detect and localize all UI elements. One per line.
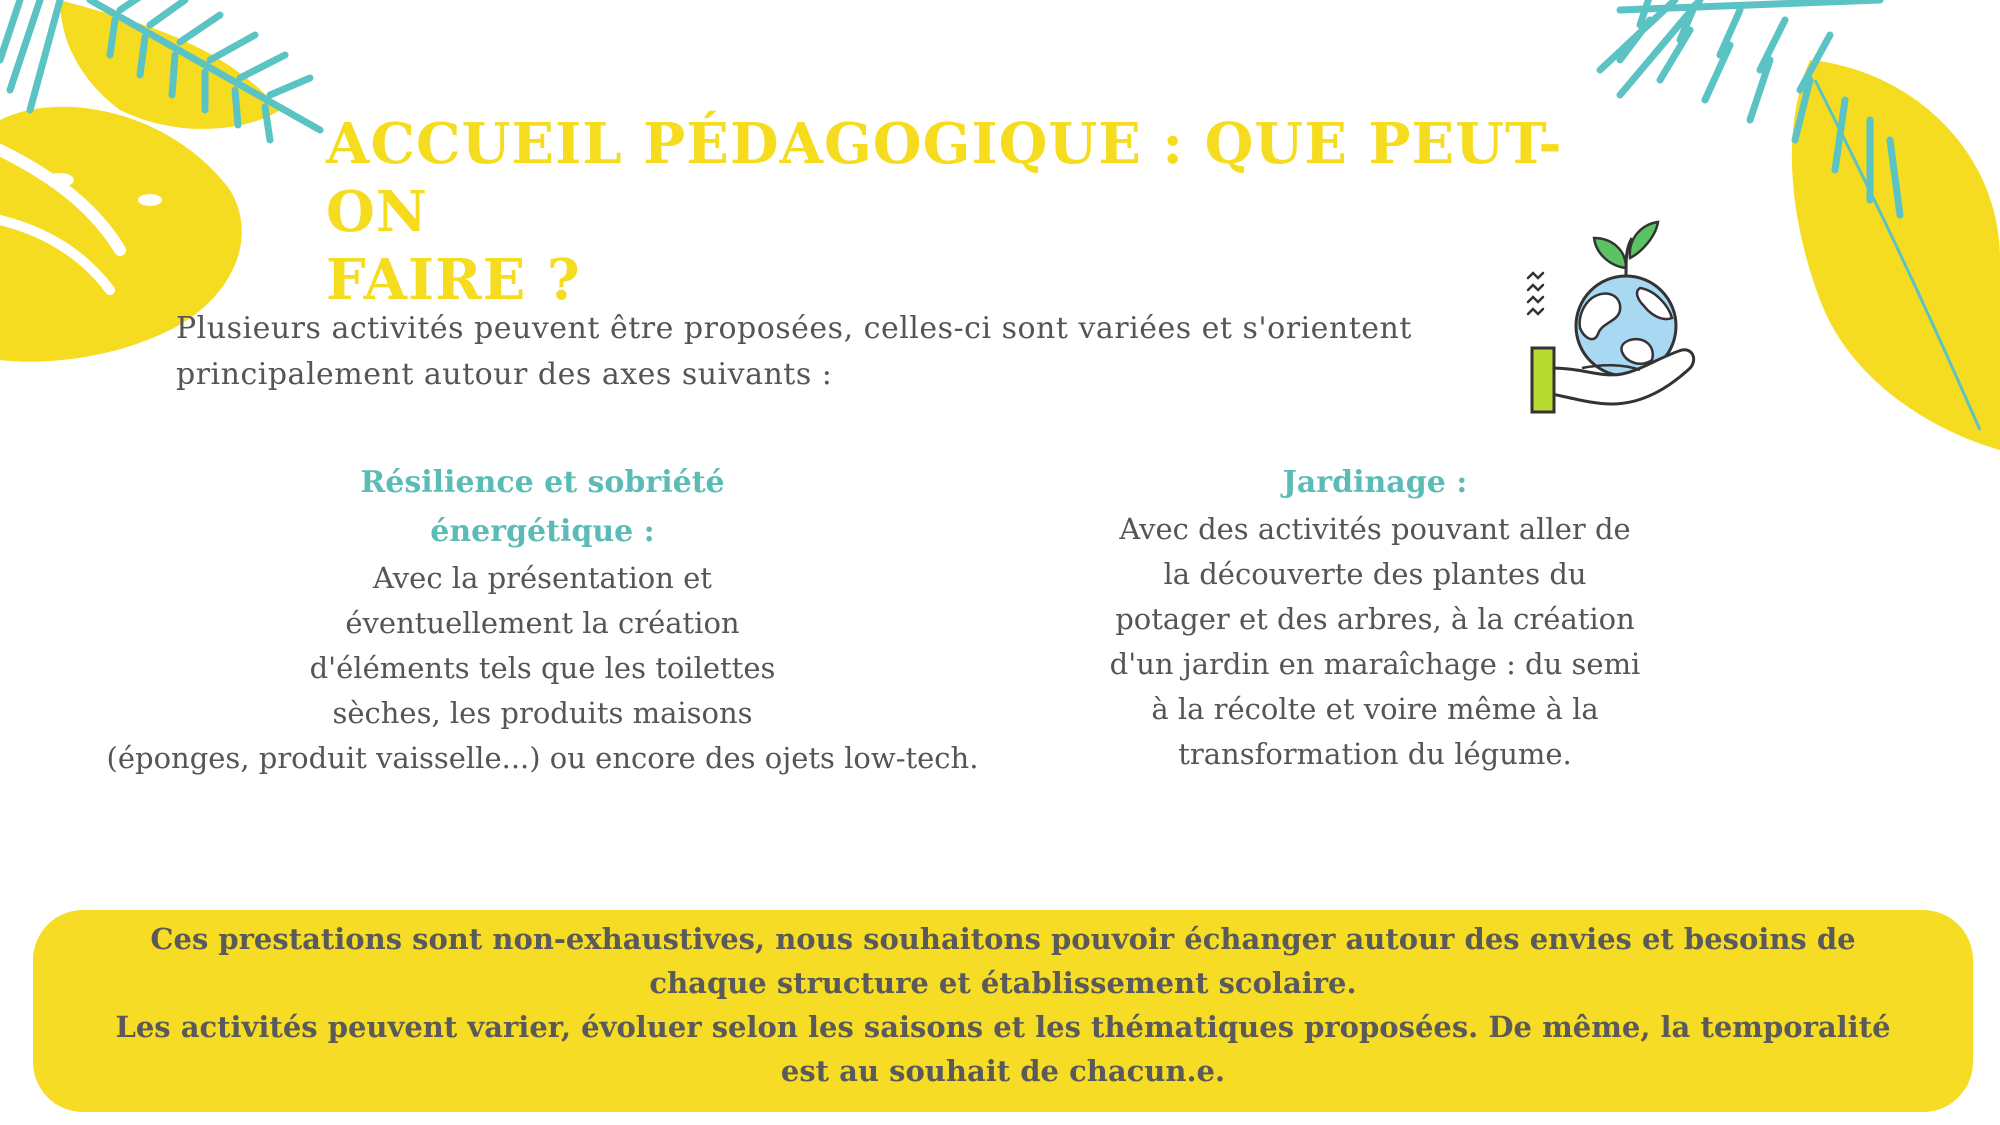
section-text-line: Avec la présentation et — [373, 561, 712, 595]
title-line: FAIRE ? — [326, 247, 581, 313]
section-text-line: éventuellement la création — [345, 606, 740, 640]
section-text-line: la découverte des plantes du — [1163, 557, 1587, 591]
section-heading: Jardinage : — [1282, 465, 1468, 500]
page-title — [326, 110, 1656, 314]
notice-line: Ces prestations sont non-exhaustives, nous souhaitons pouvoir échanger autour des envies et besoins de — [150, 922, 1856, 956]
section-text-line: (éponges, produit vaisselle...) ou encore des ojets low-tech. — [106, 741, 979, 775]
notice-line: est au souhait de chacun.e. — [780, 1054, 1226, 1088]
section-text-line: d'un jardin en maraîchage : du semi — [1109, 647, 1641, 681]
title-line: ACCUEIL PÉDAGOGIQUE : QUE PEUT-ON — [326, 111, 1563, 245]
jardinage-section — [1065, 458, 1685, 777]
section-text-line: sèches, les produits maisons — [332, 696, 753, 730]
hand-holding-earth-plant-icon — [1522, 218, 1712, 418]
section-text-line: à la récolte et voire même à la — [1151, 692, 1599, 726]
section-heading: énergétique : — [430, 514, 655, 549]
intro-line: principalement autour des axes suivants : — [176, 357, 833, 392]
section-text-line: potager et des arbres, à la création — [1115, 602, 1635, 636]
intro-paragraph — [176, 306, 1466, 398]
section-text-line: Avec des activités pouvant aller de — [1119, 512, 1631, 546]
resilience-section — [80, 458, 1005, 781]
notice-banner — [33, 910, 1973, 1112]
intro-line: Plusieurs activités peuvent être proposées, celles-ci sont variées et s'orientent — [176, 311, 1412, 346]
section-text-line: d'éléments tels que les toilettes — [309, 651, 776, 685]
notice-line: Les activités peuvent varier, évoluer selon les saisons et les thématiques proposées. De même, la temporalité — [115, 1010, 1891, 1044]
section-text-line: transformation du légume. — [1178, 737, 1572, 771]
notice-line: chaque structure et établissement scolaire. — [649, 966, 1357, 1000]
section-heading: Résilience et sobriété — [360, 465, 725, 500]
